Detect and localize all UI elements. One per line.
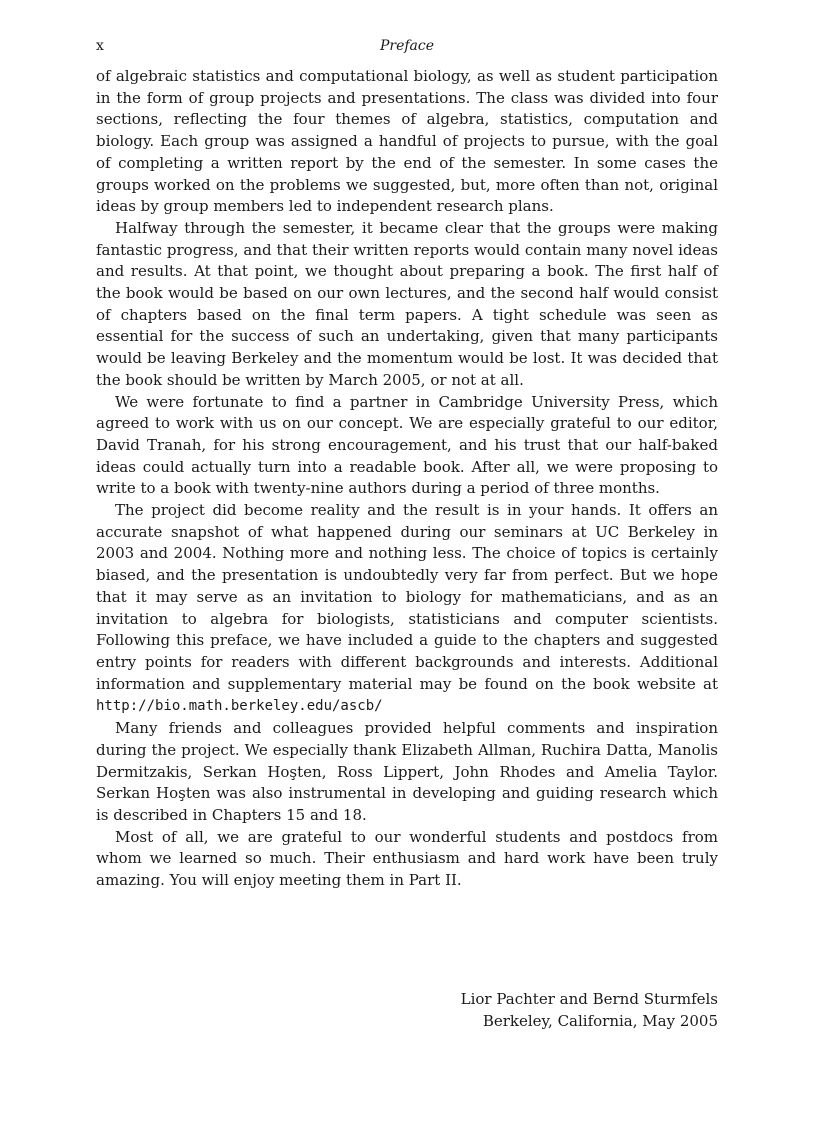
running-head xyxy=(96,38,718,58)
page-number: x xyxy=(96,38,104,54)
paragraph-5: Many friends and colleagues provided helpful comments and inspiration during the project. We especially thank Elizabeth Allman, Ruchira Datta, Manolis Dermitzakis, Serkan Hoşten, Ross Lippert, John Rhodes and Amelia Taylor. Serkan Hoşten was also instrumental in developing and guiding research which is described in Chapters 15 and 18. xyxy=(96,719,718,824)
paragraph-4-text: The project did become reality and the result is in your hands. It offers an accurate snapshot of what happened during our seminars at UC Berkeley in 2003 and 2004. Nothing more and nothing less. The choice of topics is certainly biased, and the presentation is undoubtedly very far from perfect. But we hope that it may serve as an invitation to biology for mathematicians, and as an invitation to algebra for biologists, statisticians and computer scientists. Following this preface, we have included a guide to the chapters and suggested entry points for readers with different backgrounds and interests. Additional information and supplementary material may be found on the book website at xyxy=(96,501,718,693)
paragraph-3: We were fortunate to find a partner in Cambridge University Press, which agreed to work with us on our concept. We are especially grateful to our editor, David Tranah, for his strong encouragement, and his trust that our half-baked ideas could actually turn into a readable book. After all, we were proposing to write to a book with twenty-nine authors during a period of three months. xyxy=(96,392,718,498)
signature-block xyxy=(96,989,718,1032)
preface-body xyxy=(96,66,718,892)
paragraph-2: Halfway through the semester, it became clear that the groups were making fantastic progress, and that their written reports would contain many novel ideas and results. At that point, we thought about preparing a book. The first half of the book would be based on our own lectures, and the second half would consist of chapters based on the final term papers. A tight schedule was seen as essential for the success of such an undertaking, given that many participants would be leaving Berkeley and the momentum would be lost. It was decided that the book should be written by March 2005, or not at all. xyxy=(96,218,718,389)
paragraph-6: Most of all, we are grateful to our wonderful students and postdocs from whom we learned so much. Their enthusiasm and hard work have been truly amazing. You will enjoy meeting them in Part II. xyxy=(96,827,718,890)
signature-place-date: Berkeley, California, May 2005 xyxy=(482,1011,718,1030)
book-website-url[interactable]: http://bio.math.berkeley.edu/ascb/ xyxy=(96,698,383,715)
paragraph-4 xyxy=(96,500,718,718)
running-title: Preface xyxy=(379,38,435,54)
signature-authors: Lior Pachter and Bernd Sturmfels xyxy=(460,990,718,1008)
paragraph-1: of algebraic statistics and computational biology, as well as student participation in the form of group projects and presentations. The class was divided into four sections, reflecting the four themes of algebra, statistics, computation and biology. Each group was assigned a handful of projects to pursue, with the goal of completing a written report by the end of the semester. In some cases the groups worked on the problems we suggested, but, more often than not, original ideas by group members led to independent research plans. xyxy=(96,67,718,216)
